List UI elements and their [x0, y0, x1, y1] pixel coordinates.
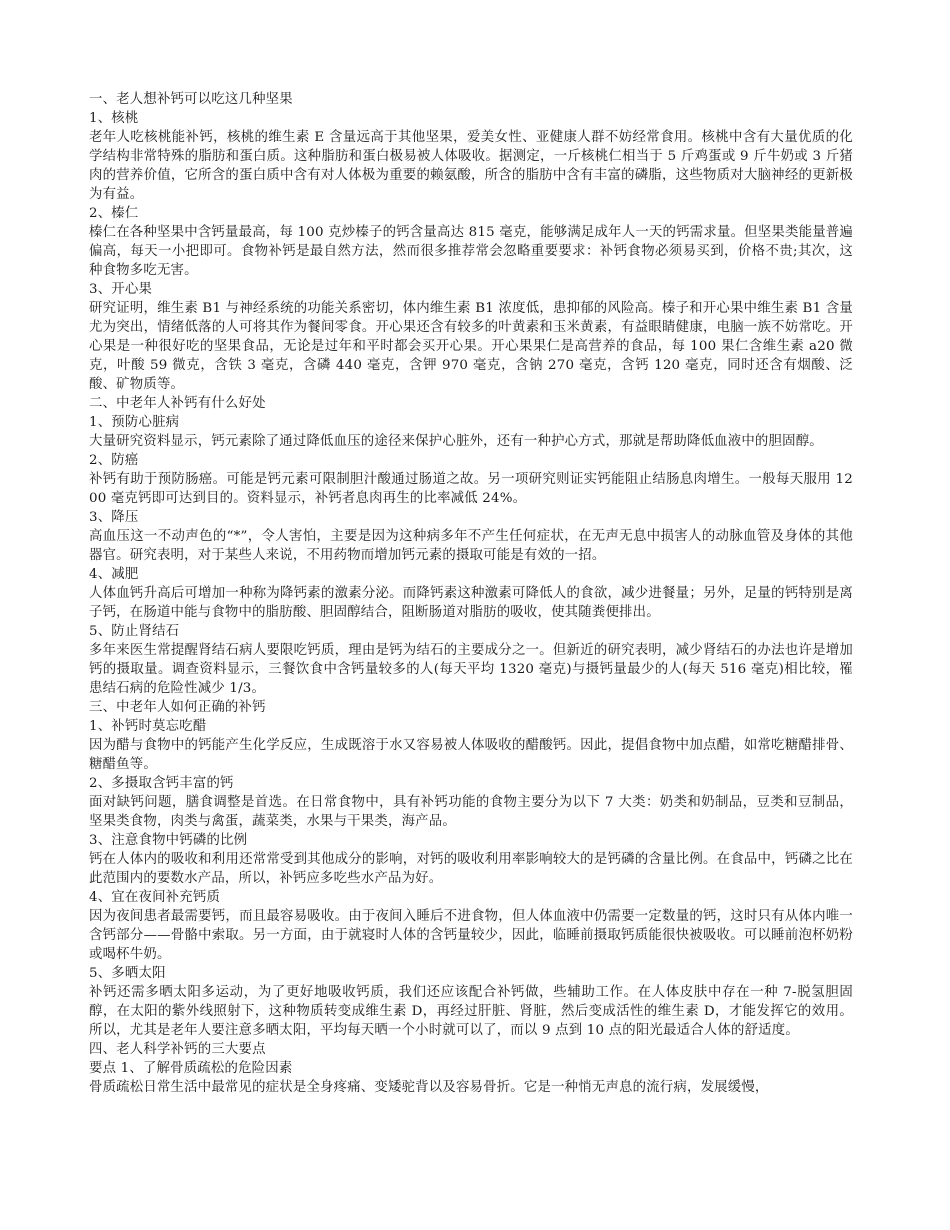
- subheading-blood-pressure: 3、降压: [89, 510, 139, 525]
- paragraph-cancer: 补钙有助于预防肠癌。可能是钙元素可限制胆汁酸通过肠道之故。另一项研究则证实钙能阻止结肠息肉增生。一般每天服用 1200 毫克钙即可达到目的。资料显示，补钙者息肉再生的比率减低 24%。: [89, 472, 853, 506]
- subheading-cancer: 2、防癌: [89, 453, 139, 468]
- subheading-calcium-rich-food: 2、多摄取含钙丰富的钙: [89, 776, 234, 791]
- paragraph-weight-loss: 人体血钙升高后可增加一种称为降钙素的激素分泌。而降钙素这种激素可降低人的食欲，减少进餐量；另外，足量的钙特别是离子钙，在肠道中能与食物中的脂肪酸、胆固醇结合，阻断肠道对脂肪的吸收，使其随粪便排出。: [89, 586, 853, 620]
- subheading-hazelnut: 2、榛仁: [89, 206, 139, 221]
- paragraph-sunlight: 补钙还需多晒太阳多运动，为了更好地吸收钙质，我们还应该配合补钙做，些辅助工作。在人体皮肤中存在一种 7-脱氢胆固醇，在太阳的紫外线照射下，这种物质转变成维生素 D，再经过肝脏、肾脏，然后变成活性的维生素 D，才能发挥它的效用。所以，尤其是老年人要注意多晒太阳，平均每天晒一个小时就可以了，而以 9 点到 10 点的阳光最适合人体的舒适度。: [89, 985, 853, 1038]
- subheading-weight-loss: 4、减肥: [89, 567, 139, 582]
- subheading-heart: 1、预防心脏病: [89, 415, 180, 430]
- subheading-vinegar: 1、补钙时莫忘吃醋: [89, 719, 207, 734]
- subheading-night-calcium: 4、宜在夜间补充钙质: [89, 890, 221, 905]
- paragraph-blood-pressure: 高血压这一不动声色的“*”，令人害怕，主要是因为这种病多年不产生任何症状，在无声无息中损害人的动脉血管及身体的其他器官。研究表明，对于某些人来说，不用药物而增加钙元素的摄取可能是有效的一招。: [89, 529, 853, 563]
- subheading-calcium-phosphorus: 3、注意食物中钙磷的比例: [89, 833, 248, 848]
- paragraph-osteoporosis: 骨质疏松日常生活中最常见的症状是全身疼痛、变矮驼背以及容易骨折。它是一种悄无声息的流行病，发展缓慢，: [89, 1080, 769, 1095]
- document-body: [89, 90, 853, 1097]
- section-heading-2: 二、中老年人补钙有什么好处: [89, 396, 266, 411]
- paragraph-vinegar: 因为醋与食物中的钙能产生化学反应，生成既溶于水又容易被人体吸收的醋酸钙。因此，提倡食物中加点醋，如常吃糖醋排骨、糖醋鱼等。: [89, 738, 853, 772]
- paragraph-calcium-phosphorus: 钙在人体内的吸收和利用还常常受到其他成分的影响，对钙的吸收利用率影响较大的是钙磷的含量比例。在食品中，钙磷之比在此范围内的要数水产品，所以，补钙应多吃些水产品为好。: [89, 852, 853, 886]
- paragraph-calcium-rich-food: 面对缺钙问题，膳食调整是首选。在日常食物中，具有补钙功能的食物主要分为以下 7 大类：奶类和奶制品，豆类和豆制品，坚果类食物，肉类与禽蛋，蔬菜类，水果与干果类，海产品。: [89, 795, 853, 829]
- section-heading-4: 四、老人科学补钙的三大要点: [89, 1042, 266, 1057]
- paragraph-walnut: 老年人吃核桃能补钙，核桃的维生素 E 含量远高于其他坚果，爱美女性、亚健康人群不妨经常食用。核桃中含有大量优质的化学结构非常特殊的脂肪和蛋白质。这种脂肪和蛋白极易被人体吸收。据测定，一斤核桃仁相当于 5 斤鸡蛋或 9 斤牛奶或 3 斤猪肉的营养价值，它所含的蛋白质中含有对人体极为重要的赖氨酸，所含的脂肪中含有丰富的磷脂，这些物质对大脑神经的更新极为有益。: [89, 130, 853, 202]
- subheading-kidney-stone: 5、防止肾结石: [89, 624, 180, 639]
- paragraph-kidney-stone: 多年来医生常提醒肾结石病人要限吃钙质，理由是钙为结石的主要成分之一。但新近的研究表明，减少肾结石的办法也许是增加钙的摄取量。调查资料显示，三餐饮食中含钙量较多的人(每天平均 1320 毫克)与摄钙量最少的人(每天 516 毫克)相比较，罹患结石病的危险性减少 1/3。: [89, 643, 853, 696]
- subheading-sunlight: 5、多晒太阳: [89, 966, 166, 981]
- subheading-osteoporosis-risk: 要点 1、了解骨质疏松的危险因素: [89, 1061, 293, 1076]
- section-heading-3: 三、中老年人如何正确的补钙: [89, 700, 266, 715]
- paragraph-heart: 大量研究资料显示，钙元素除了通过降低血压的途径来保护心脏外，还有一种护心方式，那就是帮助降低血液中的胆固醇。: [89, 434, 823, 449]
- section-heading-1: 一、老人想补钙可以吃这几种坚果: [89, 92, 293, 107]
- paragraph-pistachio: 研究证明，维生素 B1 与神经系统的功能关系密切，体内维生素 B1 浓度低，患抑郁的风险高。榛子和开心果中维生素 B1 含量尤为突出，情绪低落的人可将其作为餐间零食。开心果还含有较多的叶黄素和玉米黄素，有益眼睛健康，电脑一族不妨常吃。开心果是一种很好吃的坚果食品，无论是过年和平时都会买开心果。开心果果仁是高营养的食品，每 100 果仁含维生素 a20 微克，叶酸 59 微克，含铁 3 毫克，含磷 440 毫克，含钾 970 毫克，含钠 270 毫克，含钙 120 毫克，同时还含有烟酸、泛酸、矿物质等。: [89, 301, 853, 392]
- subheading-pistachio: 3、开心果: [89, 282, 153, 297]
- subheading-walnut: 1、核桃: [89, 111, 139, 126]
- paragraph-hazelnut: 榛仁在各种坚果中含钙量最高，每 100 克炒榛子的钙含量高达 815 毫克，能够满足成年人一天的钙需求量。但坚果类能量普遍偏高，每天一小把即可。食物补钙是最自然方法，然而很多推荐常会忽略重要要求：补钙食物必须易买到，价格不贵;其次，这种食物多吃无害。: [89, 225, 853, 278]
- paragraph-night-calcium: 因为夜间患者最需要钙，而且最容易吸收。由于夜间入睡后不进食物，但人体血液中仍需要一定数量的钙，这时只有从体内唯一含钙部分——骨骼中索取。另一方面，由于就寝时人体的含钙量较少，因此，临睡前摄取钙质能很快被吸收。可以睡前泡杯奶粉或喝杯牛奶。: [89, 909, 853, 962]
